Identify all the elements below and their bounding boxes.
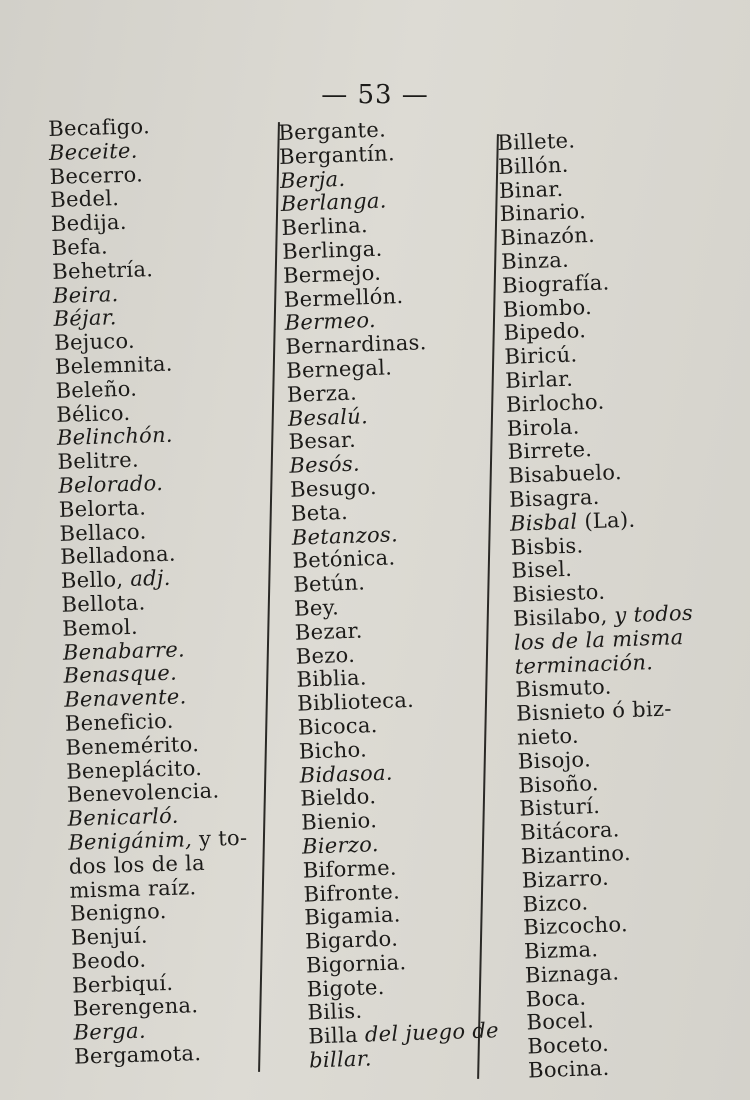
word-text: Bicho. — [298, 737, 368, 764]
word-text: Bitácora. — [519, 817, 621, 845]
word-tail: (La). — [576, 507, 636, 534]
page-number: — 53 — — [321, 80, 429, 110]
word-text: Benabarre. — [62, 636, 186, 665]
word-text: Bizma. — [523, 937, 599, 964]
word-text: Bedel. — [49, 186, 120, 213]
word-text: Berengena. — [72, 993, 199, 1022]
word-text: Bizantino. — [520, 840, 632, 869]
word-text: Betún. — [292, 570, 366, 597]
word-text: Bedija. — [50, 210, 128, 237]
word-text: Bifronte. — [303, 878, 401, 907]
word-text: Biricú. — [504, 342, 578, 370]
word-text: Bidasoa. — [299, 760, 394, 788]
word-text: Bizcocho. — [523, 912, 629, 940]
word-text: Betanzos. — [291, 521, 399, 550]
word-text: Besós. — [289, 451, 361, 478]
word-text: Beta. — [290, 499, 349, 526]
word-text: dos los de la — [68, 850, 206, 879]
word-text: Bezar. — [294, 618, 363, 645]
word-text: Benevolencia. — [66, 778, 220, 808]
word-text: Bermellón. — [283, 283, 404, 312]
italic-note: Bisbal — [509, 509, 578, 536]
word-text: Bisnieto ó biz- — [515, 696, 673, 726]
word-text: Bermeo. — [284, 308, 377, 336]
italic-note: terminación. — [514, 649, 654, 679]
word-text: Bilis. — [307, 999, 363, 1025]
word-text: Berja. — [279, 166, 346, 193]
word-text: Bizco. — [522, 889, 589, 917]
word-text: Birola. — [506, 413, 581, 441]
word-text: Bernardinas. — [285, 330, 428, 360]
word-text: Bélico. — [55, 400, 131, 427]
word-text: Bermejo. — [282, 260, 382, 288]
word-text: Biblioteca. — [296, 687, 415, 716]
word-text: Beceite. — [48, 138, 138, 165]
word-text: Bocina. — [527, 1055, 610, 1083]
italic-note: del juego de — [364, 1018, 500, 1047]
word-text: Bicoca. — [297, 712, 379, 740]
word-text: Bergantín. — [278, 140, 396, 169]
word-text: Betónica. — [292, 545, 396, 574]
word-text: Beira. — [52, 281, 119, 308]
word-text: Bisilabo, — [512, 603, 615, 631]
word-text: Bergante. — [277, 117, 387, 145]
word-text: Behetría. — [51, 256, 154, 284]
word-text: Bisbis. — [510, 532, 584, 560]
italic-note: billar. — [308, 1046, 373, 1073]
word-text: Birlar. — [504, 366, 574, 393]
word-text: Bieldo. — [300, 784, 377, 811]
word-text: Benjuí. — [70, 923, 149, 950]
word-entry — [74, 1040, 285, 1070]
word-text: Bezo. — [295, 642, 356, 669]
word-text: Benasque. — [63, 660, 178, 689]
word-text: Besar. — [288, 427, 357, 455]
word-text: Bello, — [60, 567, 131, 593]
word-text: Berlina. — [281, 213, 369, 241]
word-text: Biombo. — [502, 294, 593, 322]
word-text: nieto. — [516, 723, 580, 750]
word-text: Billa — [307, 1022, 366, 1049]
word-text: Billón. — [497, 152, 570, 179]
word-text: Bey. — [293, 595, 340, 621]
word-text: Bisojo. — [517, 746, 592, 774]
word-text: Becerro. — [49, 161, 144, 189]
word-tail: y to- — [191, 825, 248, 852]
word-text: Bigornia. — [305, 950, 407, 978]
word-text: misma raíz. — [69, 874, 197, 903]
word-text: Bigardo. — [304, 926, 399, 954]
word-text: Bienio. — [300, 808, 378, 835]
word-text: Bizarro. — [521, 865, 610, 893]
word-text: Bergamota. — [73, 1041, 202, 1069]
word-text: Bisagra. — [508, 484, 601, 512]
word-text: Becafigo. — [47, 114, 151, 141]
word-text: Bisel. — [511, 557, 573, 584]
word-text: Binazón. — [500, 223, 596, 251]
word-text: Bisabuelo. — [508, 460, 623, 488]
word-text: Biznaga. — [524, 960, 620, 988]
word-text: Boceto. — [526, 1032, 610, 1059]
word-text: Berza. — [286, 380, 358, 407]
word-text: Birlocho. — [505, 389, 605, 417]
word-text: Bisoño. — [518, 770, 600, 798]
word-column-3 — [497, 125, 750, 1084]
word-text: Beneplácito. — [65, 755, 203, 784]
word-text: Binario. — [499, 199, 587, 227]
word-text: Bernegal. — [285, 355, 393, 383]
word-text: Birrete. — [507, 437, 593, 465]
word-text: Benigno. — [69, 899, 167, 926]
word-text: Bemol. — [61, 614, 139, 641]
word-text: Besalú. — [287, 403, 369, 431]
word-text: Belitre. — [57, 447, 140, 475]
italic-note: Benigánim, — [67, 827, 193, 855]
word-text: Befa. — [51, 234, 109, 260]
word-entry — [528, 1052, 750, 1083]
word-text: Béjar. — [53, 305, 118, 332]
word-text: Beleño. — [55, 376, 138, 403]
word-column-1 — [48, 112, 284, 1069]
word-text: Bierzo. — [301, 831, 380, 859]
word-text: Bellota. — [61, 590, 146, 617]
word-column-2 — [278, 115, 509, 1073]
word-text: Bisturí. — [519, 794, 601, 821]
word-text: Bigote. — [306, 974, 386, 1002]
word-text: Bisiesto. — [511, 579, 606, 607]
word-text: Benemérito. — [65, 731, 200, 760]
italic-note: los de la misma — [513, 624, 684, 655]
word-text: Biblia. — [296, 665, 368, 693]
word-text: Bellaco. — [59, 518, 147, 546]
word-text: Belladona. — [59, 541, 177, 570]
word-text: Bipedo. — [503, 318, 587, 346]
word-text: Boca. — [525, 985, 587, 1012]
word-text: Binar. — [498, 176, 564, 203]
word-text: Bocel. — [526, 1008, 595, 1035]
word-text: Benavente. — [63, 684, 187, 712]
word-text: Biforme. — [302, 855, 398, 883]
word-text: Beneficio. — [64, 708, 174, 736]
word-text: Belorta. — [58, 495, 147, 522]
word-text: Belorado. — [57, 470, 164, 498]
word-text: Binza. — [500, 247, 570, 274]
italic-note: y todos — [614, 600, 694, 628]
word-text: Berga. — [73, 1018, 147, 1045]
word-text: Bejuco. — [53, 328, 136, 356]
word-text: Belemnita. — [54, 351, 174, 379]
word-text: Bismuto. — [515, 674, 613, 703]
word-text: Billete. — [496, 128, 576, 155]
word-text: Belinchón. — [56, 423, 174, 451]
word-text: Biografía. — [501, 270, 610, 298]
word-text: Bigamia. — [304, 902, 402, 930]
word-entry — [309, 1043, 510, 1073]
word-text: Benicarló. — [67, 803, 179, 831]
word-text: Berbiquí. — [71, 970, 174, 998]
word-text: Beodo. — [71, 947, 147, 974]
word-text: Berlinga. — [281, 236, 383, 264]
word-text: Besugo. — [289, 474, 378, 502]
italic-note: adj. — [129, 565, 171, 592]
word-text: Berlanga. — [280, 188, 388, 217]
